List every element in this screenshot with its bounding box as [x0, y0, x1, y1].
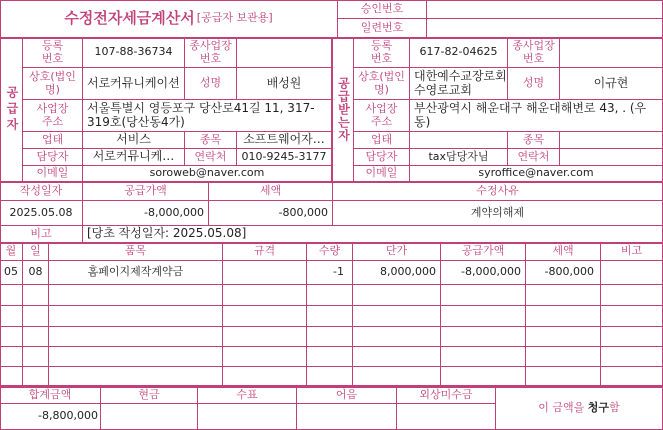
bill-value [297, 404, 397, 430]
buyer-addr: 부산광역시 해운대구 해운대해변로 43, . (우동) [410, 100, 663, 132]
buyer-type [410, 132, 508, 149]
check-value [198, 404, 297, 430]
supplier-type-label: 업태 [23, 132, 83, 149]
tax-label: 세액 [209, 182, 333, 201]
supplier-manager-label: 담당자 [23, 149, 83, 166]
empty-item-cell [441, 285, 526, 306]
empty-item-cell [601, 327, 663, 347]
supplier-reg-no: 107-88-36734 [83, 38, 185, 68]
supplier-email: soroweb@naver.com [83, 166, 332, 182]
reason-label: 수정사유 [333, 182, 663, 201]
bill-label: 어음 [297, 387, 397, 404]
buyer-reg-no: 617-82-04625 [410, 38, 508, 68]
claim-prefix: 이 금액을 [538, 400, 585, 414]
empty-item-cell [0, 285, 23, 306]
serial-value [427, 19, 663, 38]
buyer-name: 대한예수교장로회수영로교회 [410, 68, 508, 100]
buyer-addr-label: 사업장주소 [354, 100, 410, 132]
item-qty: -1 [307, 261, 353, 285]
supply-value: -8,000,000 [83, 201, 209, 226]
cash-value [101, 404, 198, 430]
empty-item-cell [23, 347, 49, 367]
col-spec: 규격 [223, 243, 307, 261]
supplier-branch-no [237, 38, 332, 68]
reason-value: 계약의해제 [333, 201, 663, 226]
section-divider-items [0, 242, 663, 244]
buyer-type-label: 업태 [354, 132, 410, 149]
buyer-ceo-label: 성명 [508, 68, 560, 100]
total-label: 합계금액 [0, 387, 101, 404]
empty-item-cell [353, 367, 441, 386]
supplier-email-label: 이메일 [23, 166, 83, 182]
empty-item-cell [307, 306, 353, 327]
empty-item-cell [441, 306, 526, 327]
date-label: 작성일자 [0, 182, 83, 201]
empty-item-cell [526, 347, 601, 367]
buyer-manager-label: 담당자 [354, 149, 410, 166]
col-day: 일 [23, 243, 49, 261]
buyer-reg-label: 등록번호 [354, 38, 410, 68]
empty-item-cell [49, 285, 223, 306]
approval-value [427, 0, 663, 19]
empty-item-cell [353, 285, 441, 306]
empty-item-cell [307, 347, 353, 367]
buyer-ceo: 이규현 [560, 68, 663, 100]
item-supply: -8,000,000 [441, 261, 526, 285]
col-qty: 수량 [307, 243, 353, 261]
empty-item-cell [601, 306, 663, 327]
empty-item-cell [23, 306, 49, 327]
buyer-branch-label: 종사업장번호 [508, 38, 560, 68]
item-note [601, 261, 663, 285]
invoice-subtitle: [공급자 보관용] [196, 11, 273, 25]
supplier-manager: 서로커뮤니케… [83, 149, 185, 166]
empty-item-cell [307, 367, 353, 386]
supplier-item-label: 종목 [185, 132, 237, 149]
supplier-phone-label: 연락처 [185, 149, 237, 166]
item-tax: -800,000 [526, 261, 601, 285]
section-divider-middle [331, 37, 333, 183]
empty-item-cell [23, 327, 49, 347]
item-month: 05 [0, 261, 23, 285]
empty-item-cell [601, 285, 663, 306]
claim-suffix: 함 [609, 400, 620, 414]
buyer-manager: tax담당자님 [410, 149, 508, 166]
empty-item-cell [0, 367, 23, 386]
col-month: 월 [0, 243, 23, 261]
empty-item-cell [49, 306, 223, 327]
item-price: 8,000,000 [353, 261, 441, 285]
empty-item-cell [223, 327, 307, 347]
empty-item-cell [49, 327, 223, 347]
invoice-title: 수정전자세금계산서 [64, 8, 195, 27]
empty-item-cell [223, 367, 307, 386]
empty-item-cell [223, 285, 307, 306]
supplier-addr: 서울특별시 영등포구 당산로41길 11, 317-319호(당산동4가) [83, 100, 332, 132]
empty-item-cell [526, 306, 601, 327]
supply-label: 공급가액 [83, 182, 209, 201]
buyer-email: syroffice@naver.com [410, 166, 663, 182]
credit-value [397, 404, 496, 430]
empty-item-cell [601, 367, 663, 386]
approval-label: 승인번호 [338, 0, 427, 19]
note-label: 비고 [0, 226, 83, 243]
empty-item-cell [223, 347, 307, 367]
empty-item-cell [307, 327, 353, 347]
buyer-item [560, 132, 663, 149]
empty-item-cell [526, 285, 601, 306]
empty-item-cell [526, 327, 601, 347]
section-divider-totals [0, 386, 663, 388]
empty-item-cell [0, 306, 23, 327]
supplier-addr-label: 사업장주소 [23, 100, 83, 132]
supplier-reg-label: 등록번호 [23, 38, 83, 68]
check-label: 수표 [198, 387, 297, 404]
col-price: 단가 [353, 243, 441, 261]
col-supply: 공급가액 [441, 243, 526, 261]
supplier-item: 소프트웨어자… [237, 132, 332, 149]
empty-item-cell [526, 367, 601, 386]
credit-label: 외상미수금 [397, 387, 496, 404]
empty-item-cell [441, 347, 526, 367]
empty-item-cell [0, 347, 23, 367]
note-value: [당초 작성일자: 2025.05.08] [83, 226, 663, 243]
empty-item-cell [49, 367, 223, 386]
col-note: 비고 [601, 243, 663, 261]
supplier-branch-label: 종사업장번호 [185, 38, 237, 68]
empty-item-cell [223, 306, 307, 327]
supplier-section [0, 38, 23, 182]
empty-item-cell [353, 327, 441, 347]
empty-item-cell [0, 327, 23, 347]
buyer-section [332, 38, 354, 182]
empty-item-cell [353, 306, 441, 327]
empty-item-cell [601, 347, 663, 367]
empty-item-cell [49, 347, 223, 367]
item-name: 홈페이지제작계약금 [49, 261, 223, 285]
item-day: 08 [23, 261, 49, 285]
buyer-item-label: 종목 [508, 132, 560, 149]
tax-value: -800,000 [209, 201, 333, 226]
supplier-ceo-label: 성명 [185, 68, 237, 100]
buyer-branch-no [560, 38, 663, 68]
empty-item-cell [23, 285, 49, 306]
claim-statement [496, 387, 663, 430]
buyer-section-label: 공급받는자 [336, 77, 351, 142]
buyer-phone [560, 149, 663, 166]
buyer-email-label: 이메일 [354, 166, 410, 182]
supplier-name-label: 상호(법인명) [23, 68, 83, 100]
col-tax: 세액 [526, 243, 601, 261]
serial-label: 일련번호 [338, 19, 427, 38]
buyer-phone-label: 연락처 [508, 149, 560, 166]
cash-label: 현금 [101, 387, 198, 404]
empty-item-cell [23, 367, 49, 386]
empty-item-cell [353, 347, 441, 367]
empty-item-cell [307, 285, 353, 306]
empty-item-cell [441, 367, 526, 386]
buyer-name-label: 상호(법인명) [354, 68, 410, 100]
supplier-ceo: 배성원 [237, 68, 332, 100]
claim-word: 청구 [587, 400, 610, 414]
col-item: 품목 [49, 243, 223, 261]
supplier-section-label: 공급자 [4, 85, 19, 134]
empty-item-cell [441, 327, 526, 347]
total-value: -8,800,000 [0, 404, 101, 430]
supplier-name: 서로커뮤니케이션 [83, 68, 185, 100]
item-spec [223, 261, 307, 285]
supplier-type: 서비스 [83, 132, 185, 149]
section-divider-parties [0, 181, 663, 183]
invoice-title-cell [0, 0, 338, 38]
supplier-phone: 010-9245-3177 [237, 149, 332, 166]
date-value: 2025.05.08 [0, 201, 83, 226]
